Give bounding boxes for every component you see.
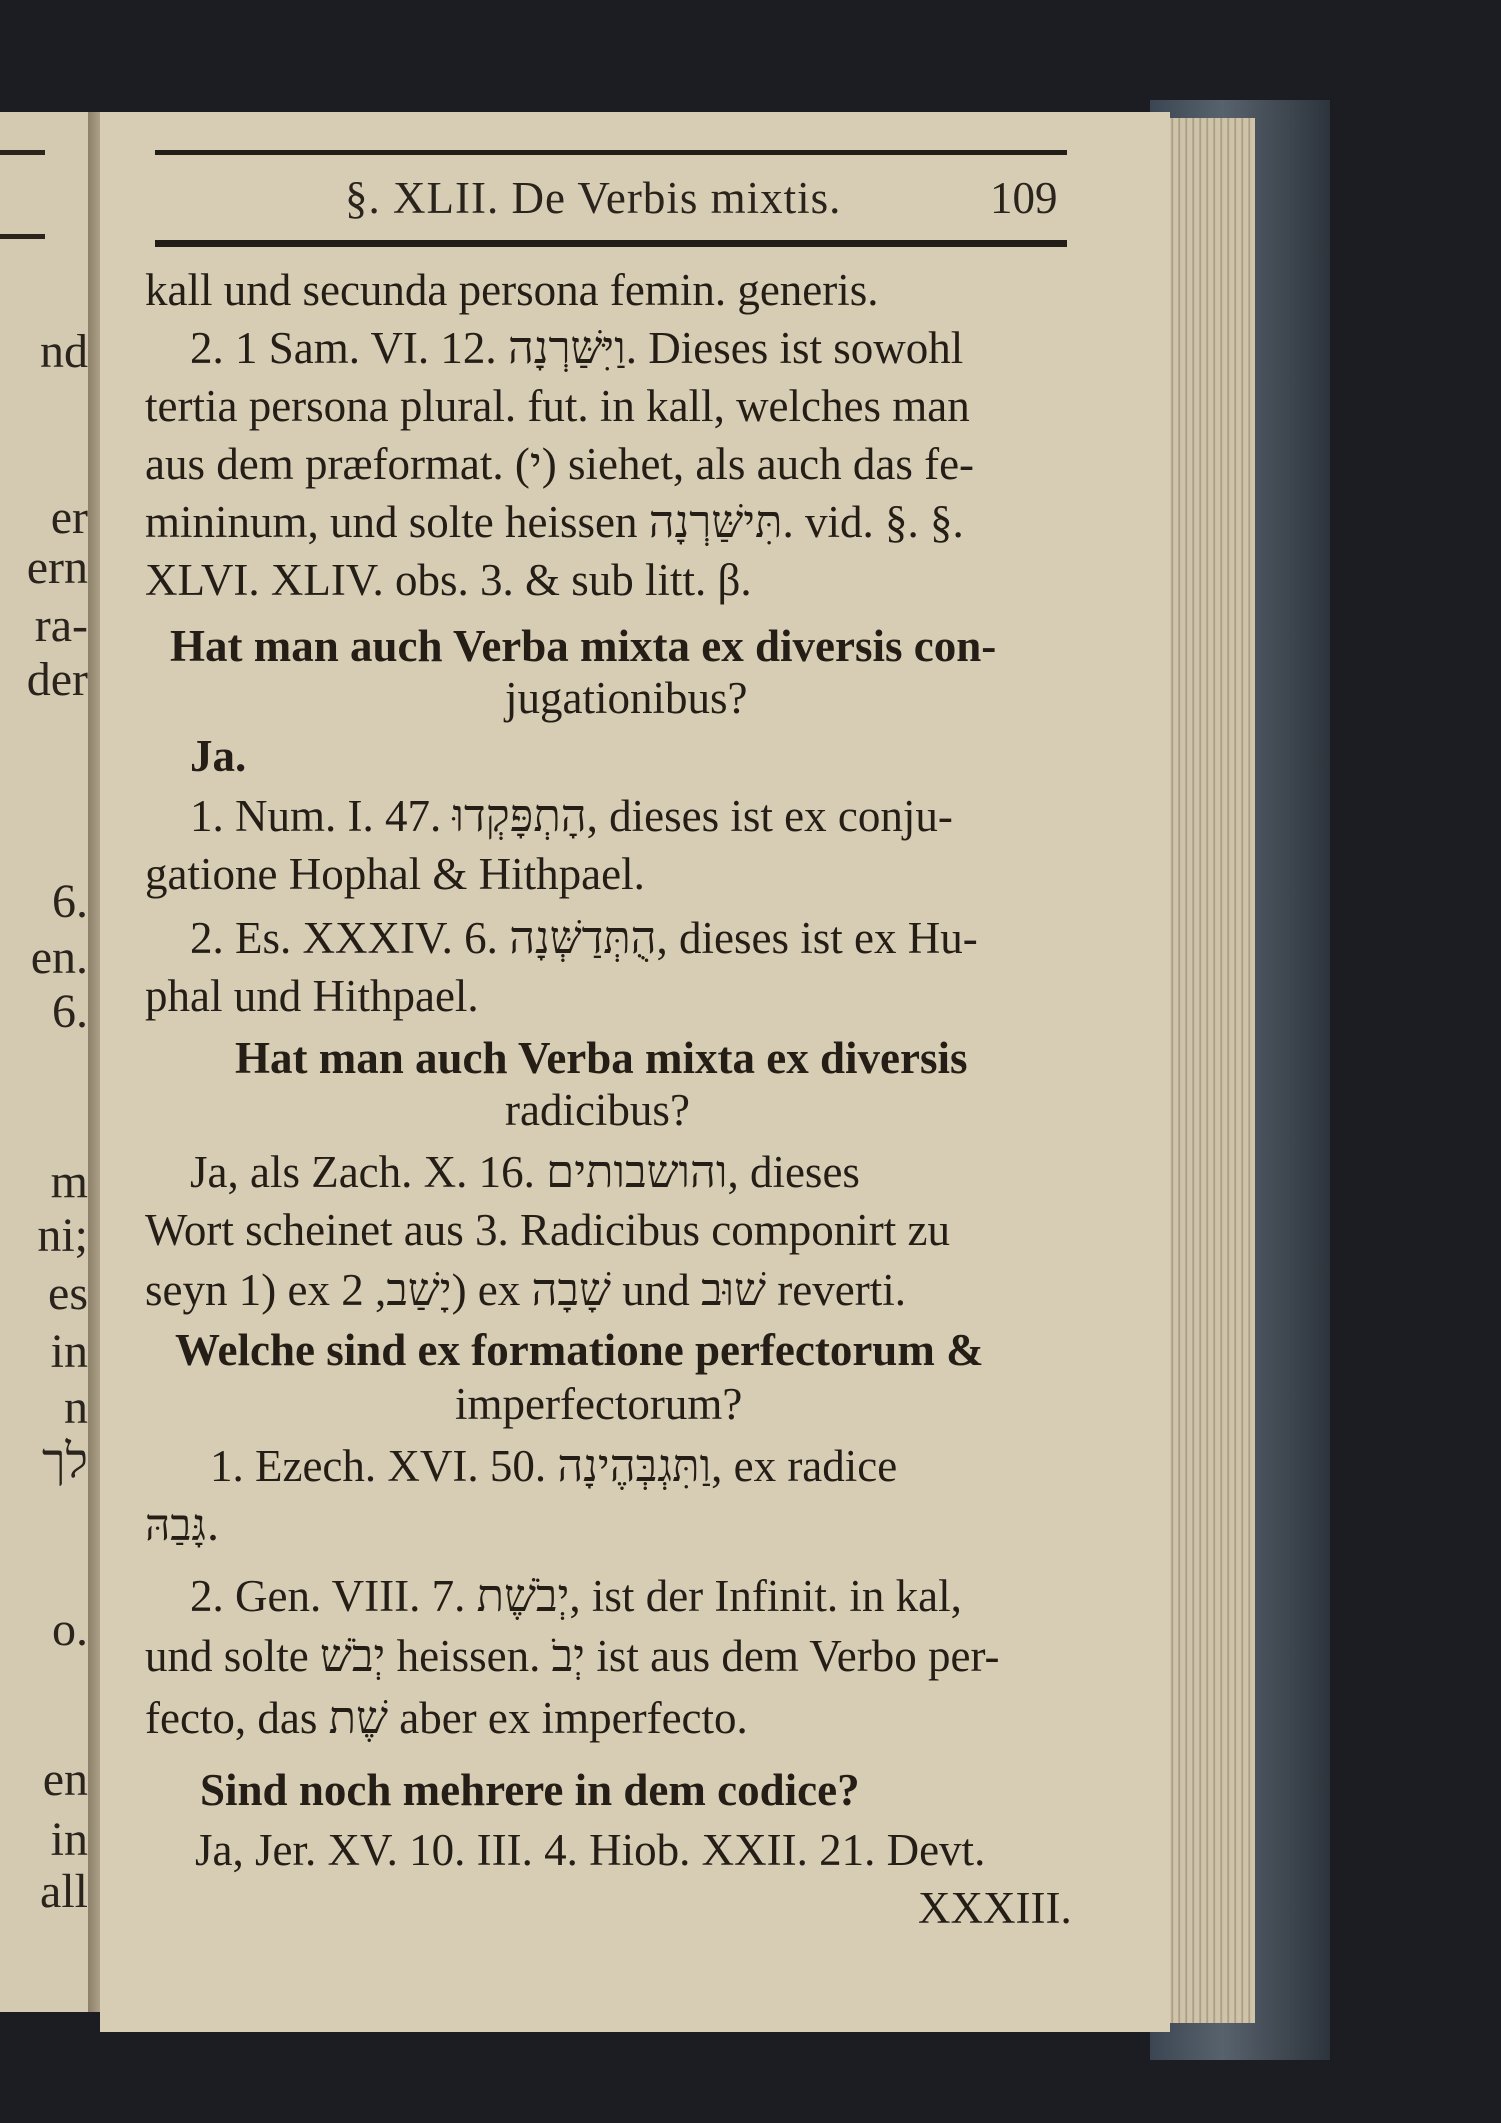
previous-page: [0, 112, 100, 2012]
previous-page-fragment: 6.: [52, 985, 88, 1038]
answer-line: Ja, Jer. XV. 10. III. 4. Hiob. XXII. 21. Devt.: [195, 1825, 986, 1875]
previous-page-fragment: en: [42, 1753, 88, 1806]
text-line: und solte יְבֹשׁ heissen. יְבֹ ist aus dem Verbo per-: [145, 1631, 1000, 1681]
previous-page-rule: [0, 234, 45, 239]
text-line: fecto, das שֶׁת aber ex imperfecto.: [145, 1693, 748, 1743]
text-line: seyn 1) ex יָשַׁב, 2) ex שָׁבָה und שׁוּב reverti.: [145, 1265, 906, 1315]
previous-page-fragment: n: [64, 1381, 88, 1434]
text-line: phal und Hithpael.: [145, 971, 479, 1021]
text-line: Wort scheinet aus 3. Radicibus componirt zu: [145, 1205, 950, 1255]
text-line: XXXIII.: [918, 1883, 1072, 1933]
header-bottom-rule: [155, 240, 1067, 247]
text-line: tertia persona plural. fut. in kall, welches man: [145, 381, 970, 431]
previous-page-fragment: in: [50, 1325, 88, 1378]
running-header: §. XLII. De Verbis mixtis.: [345, 173, 842, 223]
text-line: 1. Num. I. 47. הָתְפָּקְדוּ, dieses ist ex conju-: [190, 791, 953, 841]
previous-page-fragment: er: [50, 491, 88, 544]
question-line: radicibus?: [505, 1085, 690, 1135]
question-line: Sind noch mehrere in dem codice?: [200, 1765, 860, 1815]
previous-page-fragment: לך: [41, 1435, 88, 1488]
text-line: 1. Ezech. XVI. 50. וַתִּגְבְּהֶינָה, ex radice: [210, 1441, 898, 1491]
text-line: XLVI. XLIV. obs. 3. & sub litt. β.: [145, 555, 752, 605]
previous-page-fragment: nd: [40, 325, 88, 378]
previous-page-fragment: en.: [30, 931, 88, 984]
question-line: Welche sind ex formatione perfectorum &: [175, 1325, 984, 1375]
page-edges: [1160, 118, 1255, 2023]
text-line: 2. Es. XXXIV. 6. הֻתְּדַשְּׁנָה, dieses ist ex Hu-: [190, 913, 978, 963]
text-line: kall und secunda persona femin. generis.: [145, 265, 879, 315]
answer-line: Ja, als Zach. X. 16. והושבותים, dieses: [190, 1147, 860, 1197]
text-line: gatione Hophal & Hithpael.: [145, 849, 645, 899]
text-line: 2. 1 Sam. VI. 12. וַיִּשַּׁרְנָה. Dieses ist sowohl: [190, 323, 964, 373]
question-line: imperfectorum?: [455, 1379, 743, 1429]
previous-page-fragment: es: [48, 1267, 88, 1320]
previous-page-rule: [0, 150, 45, 155]
question-line: Hat man auch Verba mixta ex diversis con-: [170, 621, 997, 671]
previous-page-fragment: der: [26, 653, 88, 706]
text-line: גָּבַהּ.: [145, 1500, 221, 1551]
text-line: 2. Gen. VIII. 7. יְבֹשֶׁת, ist der Infinit. in kal,: [190, 1571, 962, 1621]
previous-page-fragment: all: [40, 1865, 88, 1918]
previous-page-fragment: o.: [52, 1603, 88, 1656]
header-top-rule: [155, 150, 1067, 155]
page-number: 109: [990, 173, 1058, 223]
question-line: jugationibus?: [505, 673, 748, 723]
previous-page-fragment: in: [50, 1813, 88, 1866]
answer-line: Ja.: [190, 731, 247, 781]
previous-page-fragment: ern: [26, 541, 88, 594]
previous-page-fragment: ni;: [37, 1209, 88, 1262]
text-line: aus dem præformat. (י) siehet, als auch das fe-: [145, 439, 975, 489]
previous-page-fragment: ra-: [34, 599, 88, 652]
question-line: Hat man auch Verba mixta ex diversis: [235, 1033, 968, 1083]
text-line: mininum, und solte heissen תִּישַּׁרְנָה. vid. §. §.: [145, 497, 964, 547]
previous-page-fragment: m: [50, 1155, 88, 1208]
previous-page-fragment: 6.: [52, 875, 88, 928]
